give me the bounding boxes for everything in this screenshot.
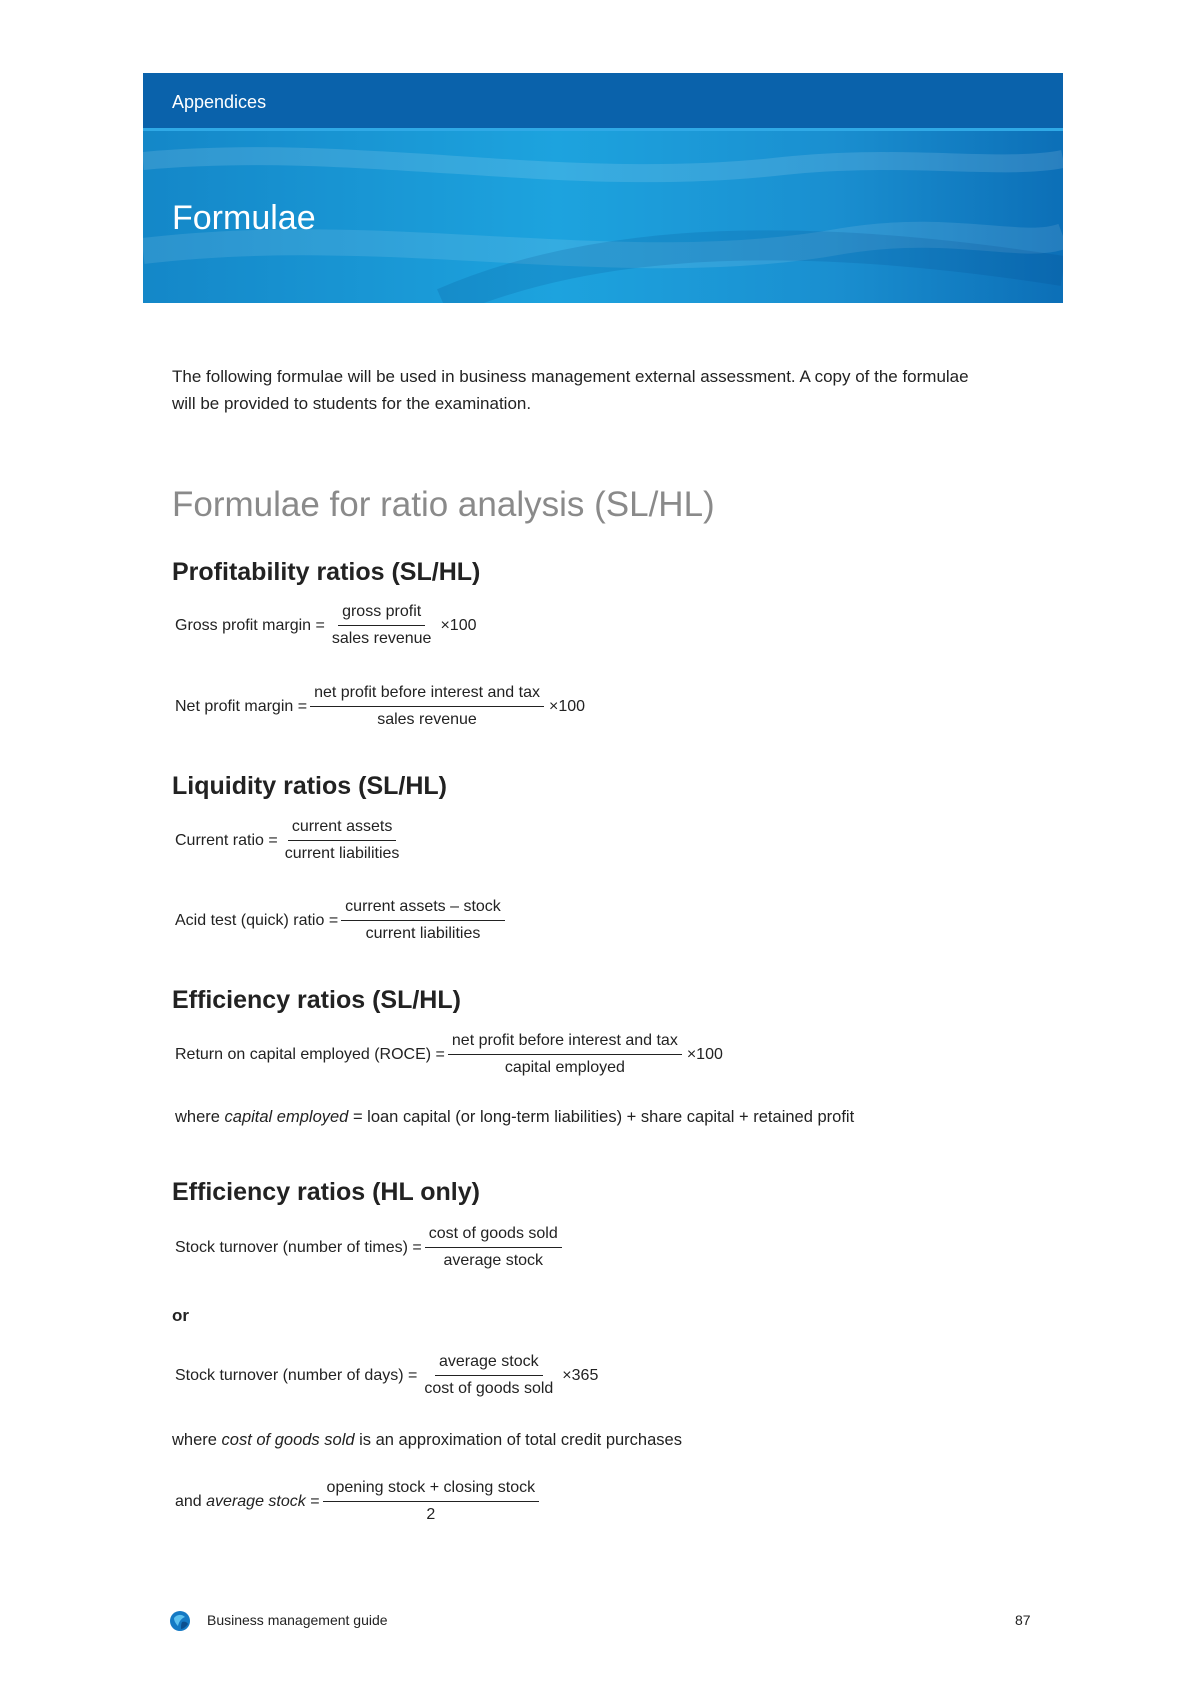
denominator: sales revenue xyxy=(331,630,432,647)
note-term: cost of goods sold xyxy=(221,1431,355,1449)
denominator: current liabilities xyxy=(284,845,400,862)
formula-label: Acid test (quick) ratio = xyxy=(175,911,339,929)
numerator: net profit before interest and tax xyxy=(310,683,544,707)
note-rest: is an approximation of total credit purchases xyxy=(354,1431,682,1449)
fraction xyxy=(341,897,505,944)
roce-formula xyxy=(175,1031,723,1078)
net-profit-margin-formula xyxy=(175,683,585,730)
multiplier: ×100 xyxy=(686,1045,723,1063)
fraction xyxy=(323,1478,540,1525)
current-ratio-formula xyxy=(175,817,406,864)
fraction xyxy=(328,602,436,649)
label-suffix: = xyxy=(305,1492,320,1510)
fraction xyxy=(448,1031,682,1078)
note-prefix: where xyxy=(175,1108,225,1126)
denominator: capital employed xyxy=(504,1059,625,1076)
fraction xyxy=(420,1352,557,1399)
denominator: 2 xyxy=(426,1506,436,1523)
intro-paragraph xyxy=(172,363,1052,417)
title-band xyxy=(143,131,1063,303)
fraction xyxy=(425,1224,562,1271)
footer-guide-title: Business management guide xyxy=(207,1612,388,1628)
numerator: opening stock + closing stock xyxy=(323,1478,540,1502)
stock-turnover-days-formula xyxy=(175,1352,598,1399)
note-prefix: where xyxy=(172,1431,222,1449)
header-label: Appendices xyxy=(172,92,267,112)
numerator: cost of goods sold xyxy=(425,1224,562,1248)
stock-turnover-times-formula xyxy=(175,1224,565,1271)
multiplier: ×365 xyxy=(562,1366,599,1384)
efficiency-heading: Efficiency ratios (SL/HL) xyxy=(172,986,461,1014)
profitability-heading: Profitability ratios (SL/HL) xyxy=(172,558,481,586)
note-rest: = loan capital (or long-term liabilities) + share capital + retained profit xyxy=(348,1108,855,1126)
formula-label: Net profit margin = xyxy=(175,697,308,715)
efficiency-hl-heading: Efficiency ratios (HL only) xyxy=(172,1178,480,1206)
intro-line-2: will be provided to students for the examination. xyxy=(172,394,532,413)
gross-profit-margin-formula xyxy=(175,602,477,649)
formula-label: Stock turnover (number of days) = xyxy=(175,1366,418,1384)
header-bar xyxy=(143,73,1063,131)
denominator: average stock xyxy=(443,1252,544,1269)
formula-label: Current ratio = xyxy=(175,831,278,849)
capital-employed-note xyxy=(175,1108,854,1127)
denominator: cost of goods sold xyxy=(424,1380,554,1397)
page-title: Formulae xyxy=(172,199,316,237)
formula-label xyxy=(175,1493,320,1511)
average-stock-formula xyxy=(175,1478,542,1525)
section-title: Formulae for ratio analysis (SL/HL) xyxy=(172,485,715,524)
page-number: 87 xyxy=(1015,1612,1031,1628)
label-prefix: and xyxy=(175,1492,207,1510)
formula-label: Stock turnover (number of times) = xyxy=(175,1238,422,1256)
or-connector: or xyxy=(172,1306,189,1325)
multiplier: ×100 xyxy=(440,616,477,634)
formula-label: Gross profit margin = xyxy=(175,616,325,634)
multiplier: ×100 xyxy=(548,697,586,715)
acid-test-ratio-formula xyxy=(175,897,508,944)
cost-of-goods-sold-note xyxy=(172,1431,682,1450)
formula-label: Return on capital employed (ROCE) = xyxy=(175,1045,445,1063)
numerator: current assets – stock xyxy=(341,897,505,921)
fraction xyxy=(281,817,404,864)
globe-logo-icon xyxy=(169,1610,191,1632)
intro-line-1: The following formulae will be used in business management external assessment. A copy of the formulae xyxy=(172,367,969,386)
label-term: average stock xyxy=(206,1492,306,1510)
numerator: average stock xyxy=(435,1352,543,1376)
liquidity-heading: Liquidity ratios (SL/HL) xyxy=(172,772,447,800)
numerator: gross profit xyxy=(338,602,425,626)
denominator: sales revenue xyxy=(377,711,477,728)
numerator: current assets xyxy=(288,817,396,841)
denominator: current liabilities xyxy=(365,925,481,942)
numerator: net profit before interest and tax xyxy=(448,1031,682,1055)
fraction xyxy=(310,683,544,730)
note-term: capital employed xyxy=(224,1108,349,1126)
